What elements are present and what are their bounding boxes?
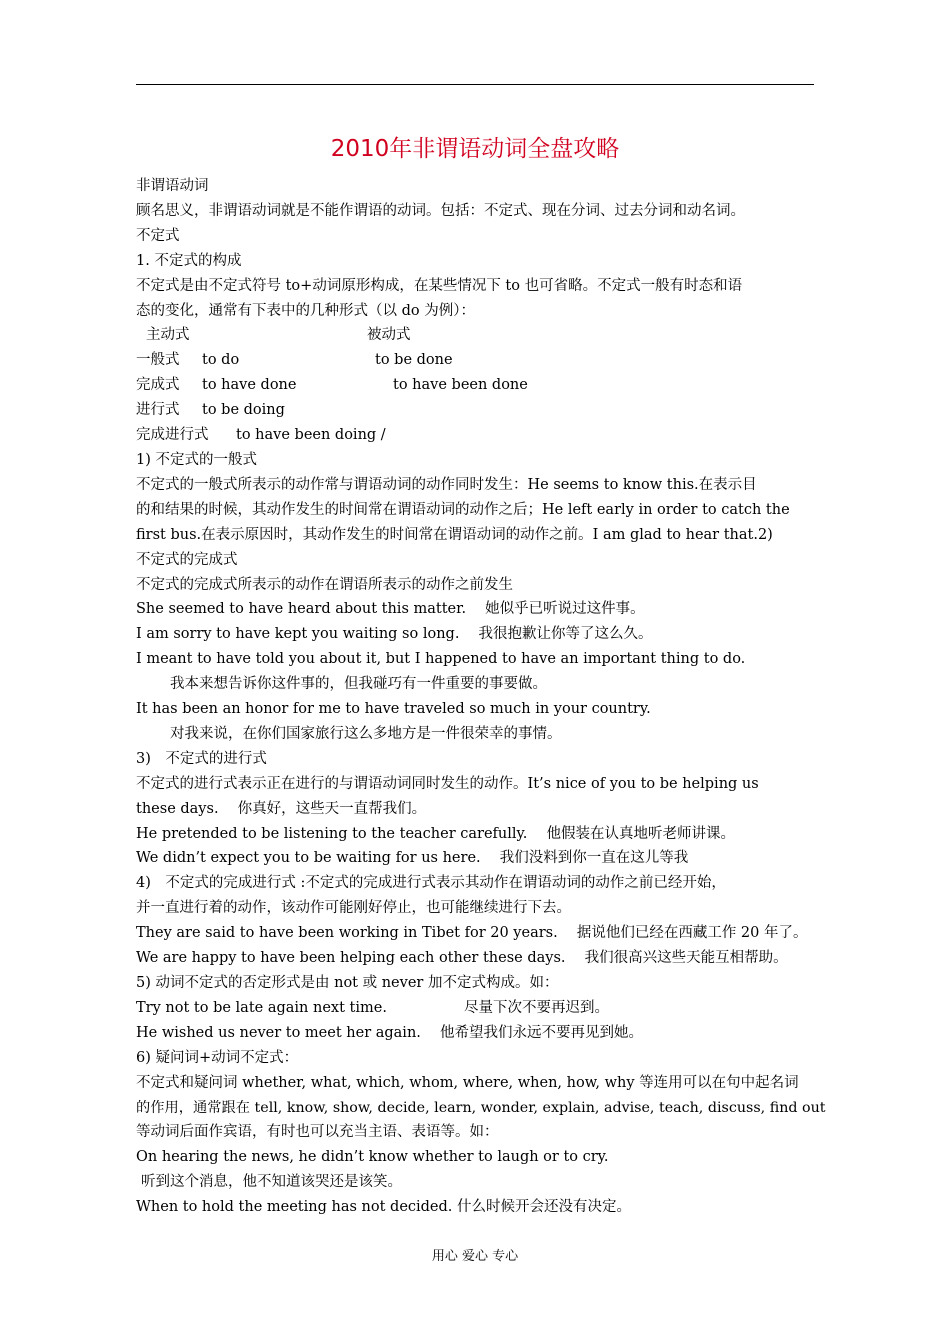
heading-line: 6) 疑问词+动词不定式： [136, 1049, 299, 1066]
text-line: 不定式和疑问词 whether, what, which, whom, where, when, how, why 等连用可以在句中起名词 [136, 1074, 799, 1091]
passive-header: 被动式 [367, 327, 411, 344]
heading-line: 3) 不定式的进行式 [136, 750, 267, 767]
heading-line: 5) 动词不定式的否定形式是由 not 或 never 加不定式构成。如： [136, 975, 559, 991]
form-active: to be doing [202, 402, 285, 419]
form-label: 完成进行式 [136, 427, 209, 444]
text-line: first bus.在表示原因时，其动作发生的时间常在谓语动词的动作之前。I am glad to hear that.2) [136, 526, 773, 543]
heading-line: 1) 不定式的一般式 [136, 451, 257, 468]
text-line: 不定式的完成式所表示的动作在谓语所表示的动作之前发生 [136, 576, 513, 593]
forms-header [136, 323, 826, 348]
text-line: 4) 不定式的完成进行式 :不定式的完成进行式表示其动作在谓语动词的动作之前已经开始， [136, 875, 726, 892]
text-line: 不定式是由不定式符号 to+动词原形构成，在某些情况下 to 也可省略。不定式一般有时态和语 [136, 277, 743, 294]
text-line: 的和结果的时候，其动作发生的时间常在谓语动词的动作之后；He left early in order to catch the [136, 501, 790, 518]
text-line: 的作用，通常跟在 tell, know, show, decide, learn, wonder, explain, advise, teach, discuss, find out [136, 1099, 826, 1116]
heading-line: 非谓语动词 [136, 178, 209, 194]
example-line: It has been an honor for me to have traveled so much in your country. [136, 701, 651, 718]
page-footer: 用心 爱心 专心 [431, 1249, 519, 1264]
translation-line: 对我来说，在你们国家旅行这么多地方是一件很荣幸的事情。 [170, 725, 562, 742]
heading-line: 不定式 [136, 227, 180, 244]
example-line: He wished us never to meet her again. 他希望我们永远不要再见到她。 [136, 1024, 643, 1041]
forms-row [136, 373, 826, 398]
example-line: When to hold the meeting has not decided. 什么时候开会还没有决定。 [136, 1199, 632, 1216]
text-line: 并一直进行着的动作，该动作可能刚好停止，也可能继续进行下去。 [136, 900, 571, 917]
heading-line: 不定式的完成式 [136, 551, 238, 568]
form-label: 完成式 [136, 377, 180, 394]
example-line: He pretended to be listening to the teacher carefully. 他假装在认真地听老师讲课。 [136, 825, 735, 842]
active-header: 主动式 [146, 327, 190, 344]
example-line: I am sorry to have kept you waiting so long. 我很抱歉让你等了这么久。 [136, 626, 653, 643]
document-body [136, 174, 826, 1220]
header-rule [136, 84, 814, 85]
forms-row [136, 398, 826, 423]
translation-line: 听到这个消息，他不知道该哭还是该笑。 [141, 1174, 402, 1191]
form-label: 进行式 [136, 402, 180, 419]
form-active: to have been doing / [236, 427, 386, 444]
example-line: She seemed to have heard about this matter. 她似乎已听说过这件事。 [136, 601, 645, 618]
form-active: to have done [202, 377, 297, 394]
translation-line: 我本来想告诉你这件事的，但我碰巧有一件重要的事要做。 [170, 676, 547, 693]
form-passive: to have been done [393, 377, 528, 394]
form-active: to do [202, 352, 240, 369]
document-title: 2010年非谓语动词全盘攻略 [330, 136, 620, 162]
text-line: 顾名思义，非谓语动词就是不能作谓语的动词。包括：不定式、现在分词、过去分词和动名词。 [136, 202, 745, 219]
heading-line: 1. 不定式的构成 [136, 252, 242, 269]
forms-row [136, 348, 826, 373]
form-passive: to be done [375, 352, 453, 369]
example-line: these days. 你真好，这些天一直帮我们。 [136, 800, 427, 817]
example-line: On hearing the news, he didn’t know whether to laugh or to cry. [136, 1149, 609, 1166]
form-label: 一般式 [136, 352, 180, 369]
example-line: I meant to have told you about it, but I happened to have an important thing to do. [136, 651, 746, 668]
text-line: 等动词后面作宾语，有时也可以充当主语、表语等。如： [136, 1124, 499, 1141]
text-line: 不定式的进行式表示正在进行的与谓语动词同时发生的动作。It’s nice of you to be helping us [136, 775, 759, 792]
text-line: 不定式的一般式所表示的动作常与谓语动词的动作同时发生：He seems to know this.在表示目 [136, 476, 757, 493]
example-line: Try not to be late again next time. 尽量下次不要再迟到。 [136, 999, 610, 1016]
text-line: 态的变化，通常有下表中的几种形式（以 do 为例）： [136, 302, 475, 319]
example-line: They are said to have been working in Tibet for 20 years. 据说他们已经在西藏工作 20 年了。 [136, 925, 808, 942]
forms-row [136, 423, 826, 448]
example-line: We are happy to have been helping each other these days. 我们很高兴这些天能互相帮助。 [136, 950, 788, 967]
example-line: We didn’t expect you to be waiting for us here. 我们没料到你一直在这儿等我 [136, 850, 689, 867]
